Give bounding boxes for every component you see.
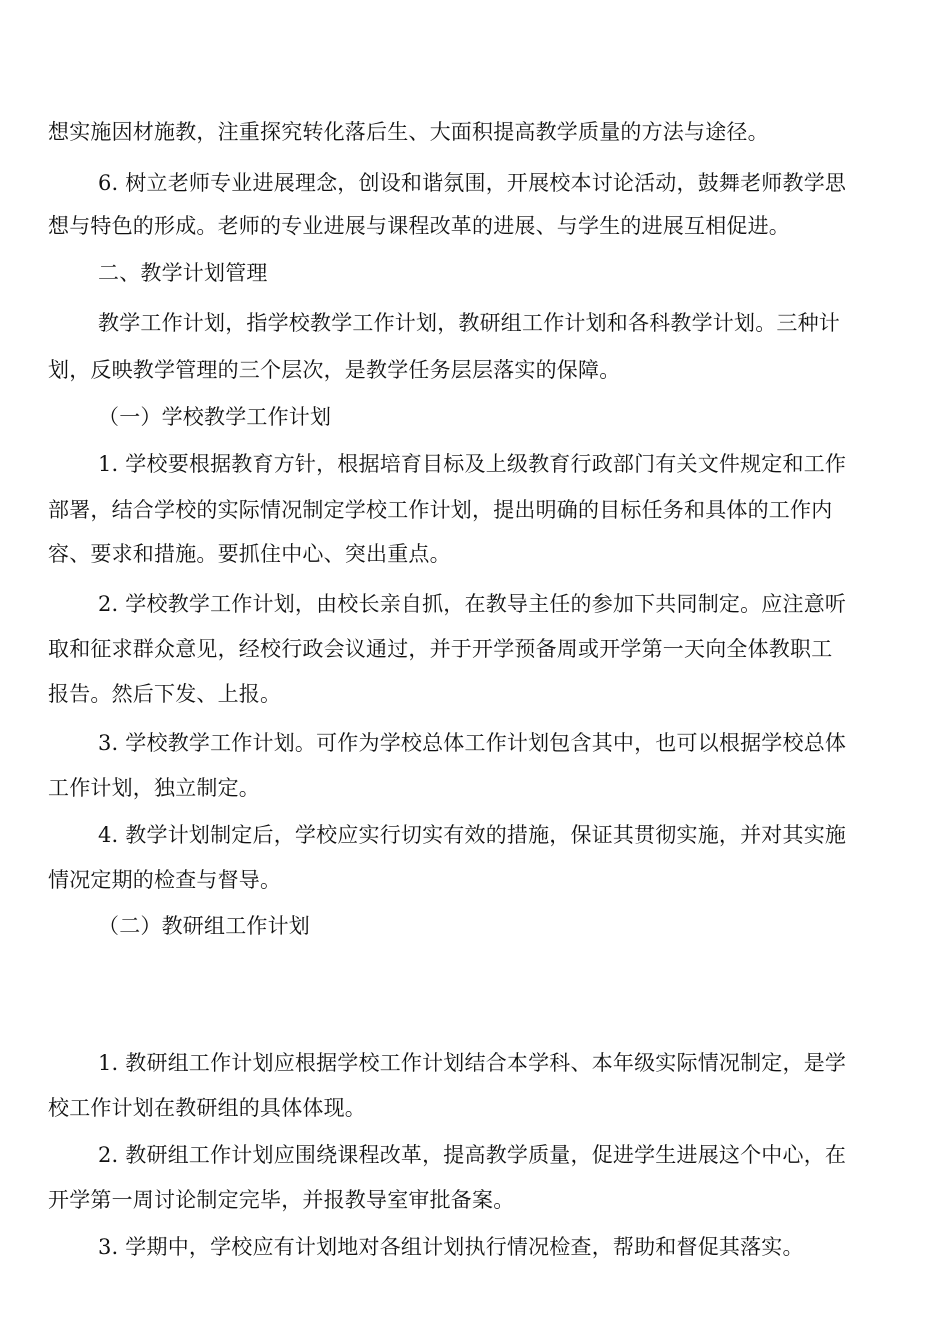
paragraph-line: 2. 教研组工作计划应围绕课程改革，提高教学质量，促进学生进展这个中心，在 (98, 1143, 847, 1167)
paragraph-line: 想实施因材施教，注重探究转化落后生、大面积提高教学质量的方法与途径。 (48, 120, 769, 144)
paragraph-line: 3. 学期中，学校应有计划地对各组计划执行情况检查，帮助和督促其落实。 (98, 1235, 804, 1259)
subsection-heading: （二）教研组工作计划 (98, 914, 310, 938)
paragraph-line: 教学工作计划，指学校教学工作计划，教研组工作计划和各科教学计划。三种计 (98, 311, 840, 335)
section-heading: 二、教学计划管理 (98, 261, 268, 285)
paragraph-line: 4. 教学计划制定后，学校应实行切实有效的措施，保证其贯彻实施，并对其实施 (98, 823, 847, 847)
paragraph-line: 想与特色的形成。老师的专业进展与课程改革的进展、与学生的进展互相促进。 (48, 214, 790, 238)
paragraph-line: 报告。然后下发、上报。 (48, 682, 282, 706)
paragraph-line: 容、要求和措施。要抓住中心、突出重点。 (48, 542, 451, 566)
subsection-heading: （一）学校教学工作计划 (98, 405, 332, 429)
paragraph-line: 3. 学校教学工作计划。可作为学校总体工作计划包含其中，也可以根据学校总体 (98, 731, 847, 755)
paragraph-line: 校工作计划在教研组的具体体现。 (48, 1096, 366, 1120)
paragraph-line: 1. 教研组工作计划应根据学校工作计划结合本学科、本年级实际情况制定，是学 (98, 1051, 847, 1075)
paragraph-line: 2. 学校教学工作计划，由校长亲自抓，在教导主任的参加下共同制定。应注意听 (98, 592, 847, 616)
paragraph-line: 取和征求群众意见，经校行政会议通过，并于开学预备周或开学第一天向全体教职工 (48, 637, 833, 661)
paragraph-line: 工作计划，独立制定。 (48, 776, 260, 800)
paragraph-line: 6. 树立老师专业进展理念，创设和谐氛围，开展校本讨论活动，鼓舞老师教学思 (98, 171, 847, 195)
paragraph-line: 开学第一周讨论制定完毕，并报教导室审批备案。 (48, 1188, 515, 1212)
paragraph-line: 划，反映教学管理的三个层次，是教学任务层层落实的保障。 (48, 358, 621, 382)
paragraph-line: 部署，结合学校的实际情况制定学校工作计划，提出明确的目标任务和具体的工作内 (48, 498, 833, 522)
paragraph-line: 情况定期的检查与督导。 (48, 868, 282, 892)
paragraph-line: 1. 学校要根据教育方针，根据培育目标及上级教育行政部门有关文件规定和工作 (98, 452, 847, 476)
